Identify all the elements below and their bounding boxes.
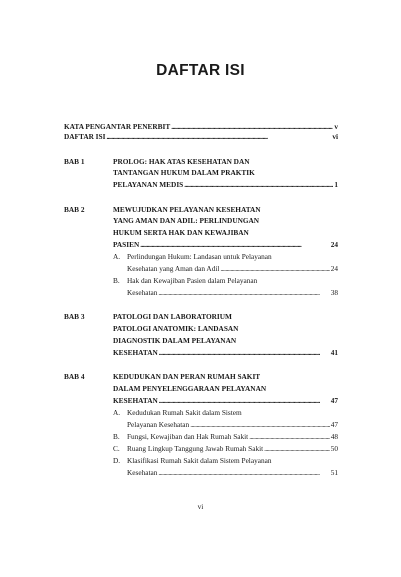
subsection-letter: B. (113, 276, 120, 285)
subsection-letter: D. (113, 456, 121, 465)
chapter-title-line: TANTANGAN HUKUM DALAM PRAKTIK (113, 168, 255, 177)
toc-entry-label: KATA PENGANTAR PENERBIT (64, 122, 171, 131)
toc-page-number: 48 (330, 432, 338, 441)
chapter-title-line: KESEHATAN (113, 348, 158, 357)
chapter-title-line: KEDUDUKAN DAN PERAN RUMAH SAKIT (113, 372, 261, 381)
chapter-label: BAB 4 (64, 372, 85, 381)
subsection-letter: A. (113, 408, 121, 417)
toc-page-number: 41 (330, 348, 338, 357)
dot-leader (158, 468, 329, 477)
subsection-line: Kesehatan (127, 468, 158, 477)
chapter-label: BAB 3 (64, 312, 85, 321)
subsection-letter: B. (113, 432, 120, 441)
chapter-title-line: HUKUM SERTA HAK DAN KEWAJIBAN (113, 228, 249, 237)
subsection-line: Kedudukan Rumah Sakit dalam Sistem (127, 408, 242, 417)
chapter-title-line: PASIEN (113, 240, 140, 249)
chapter-title-line: DIAGNOSTIK DALAM PELAYANAN (113, 336, 237, 345)
toc-page-number: 50 (330, 444, 338, 453)
chapter-title-line: YANG AMAN DAN ADIL: PERLINDUNGAN (113, 216, 260, 225)
subsection-line: Kesehatan (127, 288, 158, 297)
chapter-title-line: KESEHATAN (113, 396, 158, 405)
toc-page-number: 1 (334, 180, 338, 189)
toc-entry-bab-3[interactable] (113, 348, 338, 357)
dot-leader (140, 240, 329, 249)
toc-entry-label: DAFTAR ISI (64, 132, 106, 141)
dot-leader (159, 396, 330, 405)
subsection-line: Fungsi, Kewajiban dan Hak Rumah Sakit (127, 432, 249, 441)
subsection-line: Pelayanan Kesehatan (127, 420, 190, 429)
subsection-line: Ruang Lingkup Tanggung Jawab Rumah Sakit (127, 444, 264, 453)
toc-page-number: 47 (330, 396, 338, 405)
toc-entry-daftar-isi[interactable] (64, 132, 338, 141)
toc-page-number: 51 (330, 468, 338, 477)
chapter-title-line: PELAYANAN MEDIS (113, 180, 184, 189)
toc-entry-bab-4-d[interactable] (127, 468, 338, 477)
footer-page-number: vi (197, 502, 204, 511)
subsection-line: Klasifikasi Rumah Sakit dalam Sistem Pelayanan (127, 456, 272, 465)
chapter-title-line: PROLOG: HAK ATAS KESEHATAN DAN (113, 157, 250, 166)
toc-entry-bab-2[interactable] (113, 240, 338, 249)
toc-entry-bab-1[interactable] (113, 180, 338, 189)
subsection-line: Kesehatan yang Aman dan Adil (127, 264, 220, 273)
toc-page-number: vi (332, 132, 338, 141)
toc-page-number: 47 (330, 420, 338, 429)
toc-entry-bab-4-a[interactable] (127, 420, 338, 429)
dot-leader (264, 444, 330, 453)
dot-leader (159, 348, 330, 357)
toc-entry-bab-2-b[interactable] (127, 288, 338, 297)
chapter-title-line: PATOLOGI DAN LABORATORIUM (113, 312, 232, 321)
chapter-label: BAB 1 (64, 157, 85, 166)
chapter-label: BAB 2 (64, 205, 85, 214)
subsection-line: Hak dan Kewajiban Pasien dalam Pelayanan (127, 276, 258, 285)
toc-entry-bab-2-a[interactable] (127, 264, 338, 273)
toc-page-number: 38 (330, 288, 338, 297)
toc-page-number: 24 (330, 240, 338, 249)
chapter-title-line: MEWUJUDKAN PELAYANAN KESEHATAN (113, 205, 261, 214)
subsection-line: Perlindungan Hukum: Landasan untuk Pelayanan (127, 252, 272, 261)
dot-leader (220, 264, 329, 273)
dot-leader (184, 180, 333, 189)
dot-leader (171, 122, 333, 131)
subsection-letter: A. (113, 252, 121, 261)
subsection-letter: C. (113, 444, 120, 453)
toc-entry-bab-4-c[interactable] (127, 444, 338, 453)
dot-leader (249, 432, 330, 441)
toc-page-number: 24 (330, 264, 338, 273)
page-title: DAFTAR ISI (156, 62, 245, 79)
toc-page-number: v (334, 122, 338, 131)
dot-leader (106, 132, 331, 141)
toc-entry-bab-4-b[interactable] (127, 432, 338, 441)
dot-leader (158, 288, 329, 297)
toc-entry-kata-pengantar[interactable] (64, 122, 338, 131)
dot-leader (190, 420, 330, 429)
chapter-title-line: PATOLOGI ANATOMIK: LANDASAN (113, 324, 239, 333)
chapter-title-line: DALAM PENYELENGGARAAN PELAYANAN (113, 384, 267, 393)
toc-entry-bab-4[interactable] (113, 396, 338, 405)
